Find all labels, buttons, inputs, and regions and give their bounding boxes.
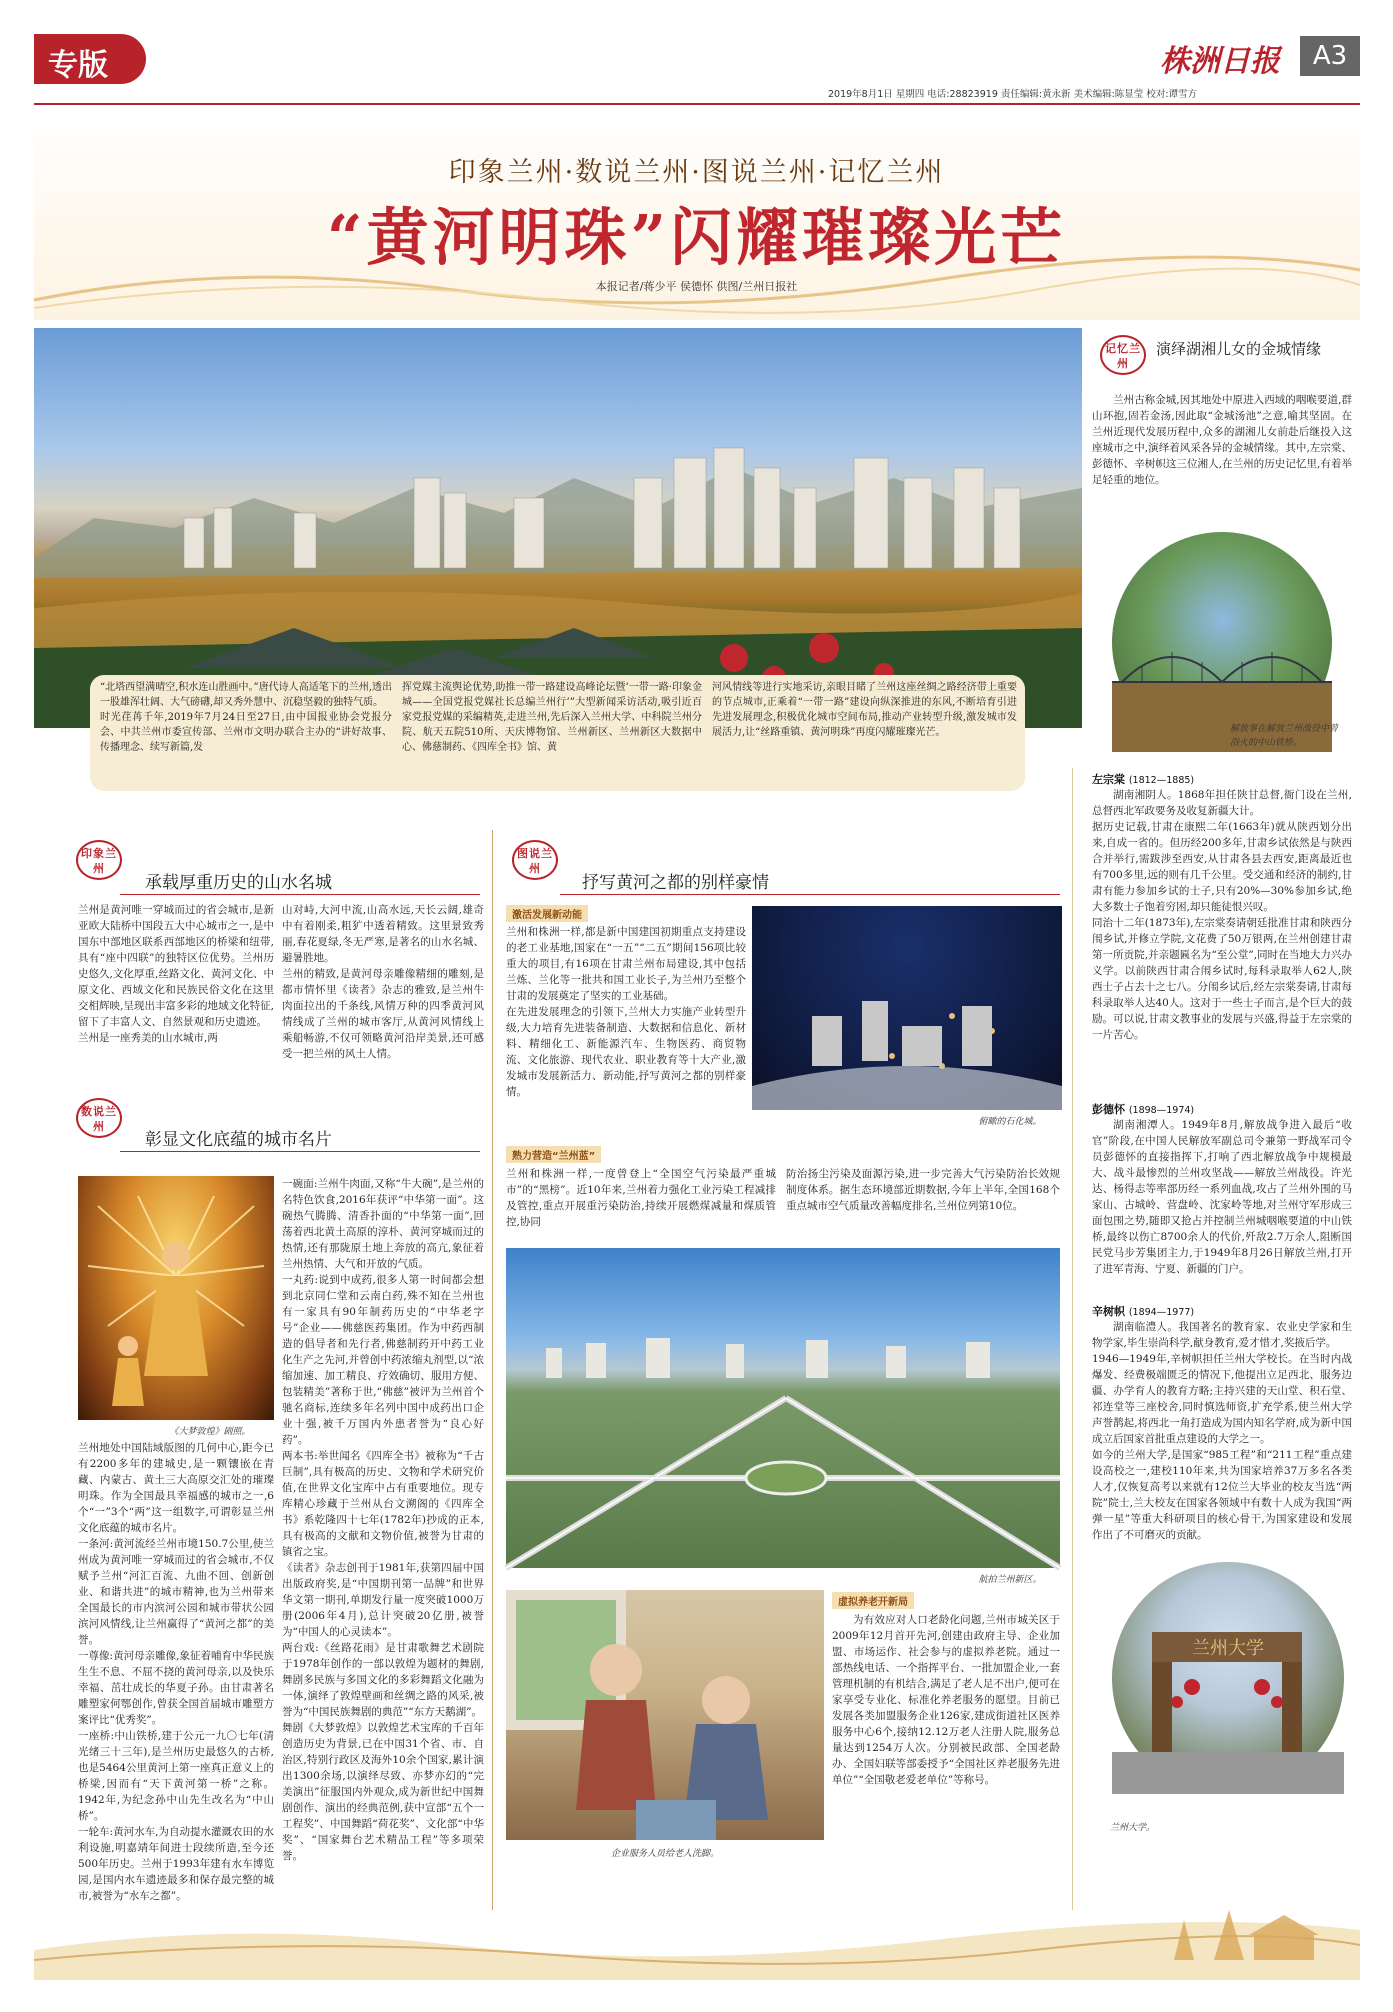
petrochemical-illustration [752,906,1062,1110]
memory-intro: 兰州古称金城,因其地处中原进入西域的咽喉要道,群山环抱,固若金汤,因此取“金城汤池”之意,喻其坚固。在兰州近现代发展历程中,众多的湖湘儿女前赴后继投入这座城市之中,演绎着风采各异的金城情缘。其中,左宗棠、彭德怀、辛树帜这三位湘人,在兰州的历史记忆里,有着举足轻重的地位。 [1092,394,1352,486]
culture-underline [120,1151,480,1152]
impression-title: 承载厚重历史的山水名城 [145,873,332,893]
badge-picture: 图说兰州 [512,840,558,880]
header-rule [34,103,1360,105]
memory-title: 演绎湖湘儿女的金城情缘 [1156,340,1322,358]
person-peng-text: 湖南湘潭人。1949年8月,解放战争进入最后“收官”阶段,在中国人民解放军副总司令兼第一野战军司令员彭德怀的直接指挥下,打响了西北解放战争中规模最大、战斗最惨烈的兰州攻坚战——解放兰州战役。许光达、杨得志等率部历经一系列血战,攻占了兰州外围的马家山、古城岭、营盘岭、沈家岭等地,对兰州守军形成三面包围之势,随即又抢占并控制兰州城咽喉要道的中山铁桥,最终以伤亡8700余人的代价,歼敌2.7万余人,阻断国民党马步芳集团主力,于1949年8月26日解放兰州,打开了进军青海、宁夏、新疆的门户。 [1092,1119,1352,1275]
hero-photo-lanzhou-riverside [34,328,1082,728]
badge-memory: 记忆兰州 [1100,335,1146,375]
person-xin-text: 湖南临澧人。我国著名的教育家、农业史学家和生物学家,毕生崇尚科学,献身教育,爱才惜才,奖掖后学。 1946—1949年,辛树帜担任兰州大学校长。在当时内战爆发、经费极端匮乏的情况下,他提出立足西北、服务边疆、办学育人的教育方略;主持兴建的天山堂、积石堂、祁连堂等三座校舍,同时慎选师资,扩充学系,使兰州大学声誉鹊起,将西北一角打造成为国内知名学府,成为新中国成立后国家首批重点建设的大学之一。 如今的兰州大学,是国家“985工程”和“211工程”重点建设高校之一,建校110年来,共为国家培养37万多名各类人才,仅恢复高考以来就有12位兰大毕业的校友当选“两院”院士,兰大校友在国家各领域中有数十人成为我国“两弹一星”等重大科研项目的核心骨干,为国家建设和发展作出了不可磨灭的贡献。 [1092,1321,1352,1541]
person-zuo [1092,768,1352,1099]
bottom-decoration [34,1900,1360,1980]
picture-text-2b: 防治扬尘污染及面源污染,进一步完善大气污染防治长效规制度体系。据生态环境部近期数据,今年上半年,全国168个重点城市空气质量改善幅度排名,兰州位列第10位。 [786,1168,1060,1212]
picture-underline [560,894,1060,895]
picture-subhead-2: 熟力营造“兰州蓝” [506,1146,601,1163]
culture-photo-caption: 《大梦敦煌》剧照。 [169,1427,251,1437]
impression-col-1: 兰州是黄河唯一穿城而过的省会城市,是新亚欧大陆桥中国段五大中心城市之一,是中国东中部地区联系西部地区的桥梁和纽带,具有“座中四联”的独特区位优势。兰州历史悠久,文化厚重,丝路文化、黄河文化、中原文化、西域文化和民族民俗文化在这里交相辉映,呈现出丰富多彩的地域文化特征,留下了丰富人文、自然景观和历史遗迹。 兰州是一座秀美的山水城市,两 [78,904,274,1044]
picture-caption-1: 俯瞰的石化城。 [978,1117,1042,1127]
picture-caption-3: 企业服务人员给老人洗脚。 [610,1849,719,1859]
person-peng [1092,1098,1352,1301]
memory-photo-zhongshan-bridge [1112,532,1332,752]
picture-text-2a: 兰州和株洲一样,一度曾登上“全国空气污染最严重城市”的“黑榜”。近10年来,兰州着力强化工业污染工程减排及管控,重点开展重污染防治,持续开展燃煤减量和煤质管控,协同 [506,1168,776,1228]
person-xin [1092,1300,1352,1541]
hero-skyline [34,328,1082,728]
newarea-illustration [506,1248,1060,1568]
headline-kicker: 印象兰州·数说兰州·图说兰州·记忆兰州 [448,157,945,188]
elderly-care-illustration [506,1590,824,1840]
page-number: A3 [1300,36,1360,76]
impression-underline [120,894,480,895]
picture-subhead-3: 虚拟养老开新局 [832,1592,914,1609]
headline-title: “黄河明珠”闪耀璀璨光芒 [326,201,1067,274]
dancer-illustration [78,1176,274,1420]
svg-text:兰州大学: 兰州大学 [1192,1638,1264,1659]
culture-title: 彰显文化底蕴的城市名片 [145,1130,332,1150]
intro-col-1: “北塔西望满晴空,积水连山胜画中。”唐代诗人高适笔下的兰州,透出一股雄浑壮阔、大气磅礴,却又秀外慧中、沉稳坚毅的独特气质。 时光荏苒千年,2019年7月24日至27日,由中国报业协会党报分会、中共兰州市委宣传部、兰州市文明办联合主办的“讲好故事、传播理念、续写新篇,发 [100,682,392,753]
picture-photo-lanzhou-newarea [506,1248,1060,1568]
culture-photo-dream-dunhuang [78,1176,274,1420]
person-zuo-text: 湖南湘阴人。1868年担任陕甘总督,衙门设在兰州,总督西北军政要务及收复新疆大计。 据历史记载,甘肃在康熙二年(1663年)就从陕西划分出来,自成一省的。但历经200多年,甘肃乡试依然是与陕西合并举行,需跋涉至西安,从甘肃各县去西安,距离最近也有700多里,远的则有几千公里。受交通和经济的制约,甘肃有能力参加乡试的士子,只有20%—30%参加乡试,绝大多数士子饱着穷困,却只能徒恨兴叹。 同治十二年(1873年),左宗棠奏请朝廷批准甘肃和陕西分闱乡试,并修立学院,文花费了50万银两,在兰州创建甘肃第一所贡院,并亲题匾名为“至公堂”,同时在当地大力兴办义学。以前陕西甘肃合闱乡试时,每科录取举人62人,陕西士子占去十之七八。分闱乡试后,经左宗棠奏请,甘肃每科录取举人达40人。这对于一些士子而言,是个巨大的鼓励。可以说,甘肃文教事业的发展与兴盛,得益于左宗棠的一片苦心。 [1092,789,1352,1041]
person-zuo-name: 左宗棠 (1812—1885) [1092,773,1195,786]
picture-photo-petrochemical [752,906,1062,1110]
intro-col-2: 挥党媒主流舆论优势,助推一带一路建设高峰论坛暨‘一带一路·印象金城——全国党报党媒社长总编兰州行’”大型新闻采访活动,吸引近百家党报党媒的采编精英,走进兰州,先后深入兰州大学、中科院兰州分院、航天五院510所、天庆博物馆、兰州新区、兰州新区大数据中心、佛慈制药、《四库全书》馆、黄 [402,682,702,753]
column-divider-right [1072,768,1073,1910]
picture-photo-elderly-care [506,1590,824,1840]
memory-photo1-caption: 解放事在解放兰州战役中曾浴火的中山铁桥。 [1230,724,1339,748]
picture-text-1: 兰州和株洲一样,都是新中国建国初期重点支持建设的老工业基地,国家在“一五”“二五”期间156项比较重大的项目,有16项在甘肃兰州布局建设,其中包括兰炼、兰化等一批共和国工业长子,为兰州乃至整个甘肃的发展奠定了坚实的工业基础。 在先进发展理念的引领下,兰州大力实施产业转型升级,大力培育先进装备制造、大数据和信息化、新材料、精细化工、新能源汽车、生物医药、商贸物流、文化旅游、现代农业、职业教育等十大产业,激发城市发展新活力、新动能,抒写黄河之都的别样豪情。 [506,926,746,1098]
intro-col-3: 河风情线等进行实地采访,亲眼目睹了兰州这座丝绸之路经济带上重要的节点城市,正乘着“一带一路”建设向纵深推进的东风,不断培育引进先进发展理念,积极优化城市空间布局,推动产业转型升级,激发城市发展活力,让“丝路重镇、黄河明珠”再度闪耀璀璨光芒。 [712,682,1017,738]
masthead: 株洲日报 [1160,44,1280,79]
picture-title: 抒写黄河之都的别样豪情 [582,873,769,893]
university-gate [1112,1562,1344,1794]
column-divider [492,830,493,1910]
badge-culture: 数说兰州 [76,1098,122,1138]
picture-text-3: 为有效应对人口老龄化问题,兰州市城关区于2009年12月首开先河,创建由政府主导、企业加盟、市场运作、社会参与的虚拟养老院。通过一部热线电话、一个指挥平台、一批加盟企业,一套管理机制的有机结合,满足了老人足不出户,便可在家享受专业化、标准化养老服务的愿望。目前已发展各类加盟服务企业126家,建成街道社区医养服务中心6个,接纳12.12万老人注册人院,服务总量达到1254万人次。分别被民政部、全国老龄办、全国妇联等部委授予“全国社区养老服务先进单位”“全国敬老爱老单位”等称号。 [832,1614,1060,1786]
person-peng-name: 彭德怀 (1898—1974) [1092,1103,1195,1116]
impression-col-2: 山对峙,大河中流,山高水远,天长云阔,雄奇中有着刚柔,粗犷中透着精致。这里景致秀丽,春花夏绿,冬无严寒,是著名的山水名城、避暑胜地。 兰州的精致,是黄河母亲雕像精细的雕刻,是都市情怀里《读者》杂志的雅致,是兰州牛肉面拉出的千条线,风情万种的四季黄河风情线成了兰州的城市客厅,从黄河风情线上乘船畅游,不仅可领略黄河沿岸美景,还可感受一把兰州的风土人情。 [282,904,484,1060]
dateline: 2019年8月1日 星期四 电话:28823919 责任编辑:黄永新 美术编辑:陈显莹 校对:谭雪方 [828,89,1198,100]
picture-subhead-1: 激活发展新动能 [506,905,588,922]
memory-photo-lanzhou-university [1112,1562,1344,1794]
culture-col-2: 一碗面:兰州牛肉面,又称“牛大碗”,是兰州的名特色饮食,2016年获评“中华第一面”。这碗热气腾腾、清香扑面的“中华第一面”,回荡着西北黄土高原的淳朴、黄河穿城而过的热情,还有那陇原土地上奔放的高亢,象征着兰州热情、大气和开放的气质。 一丸药:说到中成药,很多人第一时间都会想到北京同仁堂和云南白药,殊不知在兰州也有一家具有90年制药历史的“中华老字号”企业——佛慈医药集团。作为中药西制造的倡导者和先行者,佛慈制药开中药工业化生产之先河,并曾创中药浓缩丸剂型,以“浓缩加速、加工精良、疗效确切、服用方便、包装精美”著称于世,“佛慈”被评为兰州首个驰名商标,连续多年名列中国中成药出口企业十强,被千万国内外患者誉为“良心好药”。 两本书:举世闻名《四库全书》被称为“千古巨制”,具有极高的历史、文物和学术研究价值,在世界文化宝库中占有重要地位。现专库精心珍藏于兰州从台文溯阁的《四库全书》系乾隆四十七年(1782年)抄成的正本,具有极高的文献和文物价值,被誉为甘肃的镇省之宝。 《读者》杂志创刊于1981年,获第四届中国出版政府奖,是“中国期刊第一品牌”和世界华文第一期刊,单期发行量一度突破1000万册(2006年4月),总计突破20亿册,被誉为“中国人的心灵读本”。 两台戏:《丝路花雨》是甘肃歌舞艺术剧院于1978年创作的一部以敦煌为题材的舞剧,舞剧多民族与多国文化的多彩舞蹈文化融为一体,演绎了敦煌壁画和丝绸之路的风采,被誉为“中国民族舞剧的典范”“东方天鹅湖”。 舞剧《大梦敦煌》以敦煌艺术宝库的千百年创造历史为背景,已在中国31个省、市、自治区,特别行政区及海外10余个国家,累计演出1300余场,以演绎尽致、亦梦亦幻的“完美演出”征服国内外观众,成为新世纪中国舞剧创作、演出的经典范例,获中宣部“五个一工程奖”、中国舞蹈“荷花奖”、文化部“中华奖”、“国家舞台艺术精品工程”等多项荣誉。 [282,1178,484,1862]
memory-photo2-caption: 兰州大学。 [1110,1823,1156,1833]
person-xin-name: 辛树帜 (1894—1977) [1092,1305,1195,1318]
badge-impression: 印象兰州 [76,840,122,880]
byline: 本报记者/蒋少平 侯德怀 供图/兰州日报社 [595,280,798,293]
culture-col-1: 兰州地处中国陆域版图的几何中心,距今已有2200多年的建城史,是一颗镶嵌在青藏、内蒙古、黄土三大高原交汇处的璀璨明珠。作为全国最具幸福感的城市之一,6个“一”3个“两”这一组数字,可谓彰显兰州文化底蕴的城市名片。 一条河:黄河流经兰州市境150.7公里,使兰州成为黄河唯一穿城而过的省会城市,不仅赋予兰州“河汇百流、九曲不回、创新创业、和谐共进”的城市精神,也为兰州带来全国最长的市内滨河公园和城市带状公园滨河风情线,让兰州赢得了“黄河之都”的美誉。 一尊像:黄河母亲雕像,象征着哺育中华民族生生不息、不屈不挠的黄河母亲,以及快乐幸福、茁壮成长的华夏子孙。由甘肃著名雕塑家何鄂创作,曾获全国首届城市雕塑方案评比“优秀奖”。 一座桥:中山铁桥,建于公元一九〇七年(清光绪三十三年),是兰州历史最悠久的古桥,也是5464公里黄河上第一座真正意义上的桥梁,因而有“天下黄河第一桥”之称。1942年,为纪念孙中山先生改名为“中山桥”。 一轮车:黄河水车,为自动提水灌溉农田的水利设施,明嘉靖年间进士段续所造,至今还500年历史。兰州于1993年建有水车博览园,是国内水车遗迹最多和保存最完整的城市,被誉为“水车之都”。 [78,1442,274,1902]
section-label: 专版 [48,48,108,83]
bridge-illustration [1112,532,1332,752]
picture-caption-2: 航拍兰州新区。 [978,1575,1042,1585]
